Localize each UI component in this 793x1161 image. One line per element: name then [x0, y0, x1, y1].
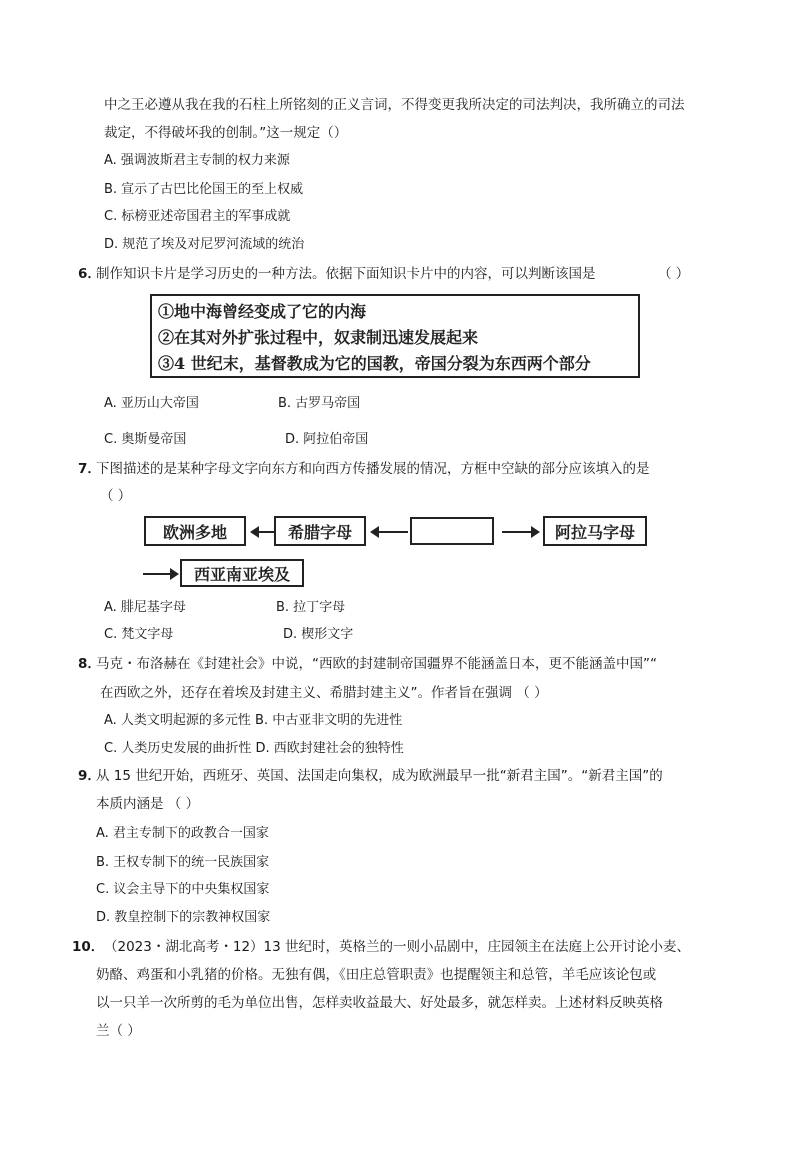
q6-option-c: C. 奥斯曼帝国	[104, 432, 187, 447]
q7-option-b: B. 拉丁字母	[276, 600, 346, 615]
q7-option-c: C. 梵文字母	[104, 627, 174, 642]
q9-option-d: D. 教皇控制下的宗教神权国家	[96, 910, 271, 925]
arrow-to-aramaic	[502, 531, 532, 533]
diagram-box-europe: 欧洲多地	[144, 516, 246, 546]
q9-stem-line2: 本质内涵是 （ ）	[96, 796, 200, 812]
q5-option-c: C. 标榜亚述帝国君主的军事成就	[104, 209, 291, 224]
q10-stem-line4: 兰（ ）	[96, 1023, 141, 1039]
arrow-to-europe	[258, 531, 274, 533]
q5-stem-line2: 裁定，不得破坏我的创制。”这一规定（）	[104, 125, 348, 141]
diagram-box-west-asia: 西亚南亚埃及	[180, 559, 304, 587]
arrow-to-west-asia	[143, 573, 171, 575]
q9-option-b: B. 王权专制下的统一民族国家	[96, 855, 270, 870]
q9-stem-line1: 从 15 世纪开始，西班牙、英国、法国走向集权，成为欧洲最早一批“新君主国”。“新君主国”的	[96, 768, 663, 784]
q10-stem-line1: （2023・湖北高考・12）13 世纪时，英格兰的一则小品剧中，庄园领主在法庭上公开讨论小麦、	[104, 939, 691, 955]
q7-stem-line2: （ ）	[100, 488, 132, 504]
q10-stem-line2: 奶酪、鸡蛋和小乳猪的价格。无独有偶，《田庄总管职责》也提醒领主和总管，羊毛应该论包或	[96, 967, 657, 983]
diagram-blank-box	[410, 517, 494, 545]
q5-option-a: A. 强调波斯君主专制的权力来源	[104, 153, 290, 168]
diagram-box-greek: 希腊字母	[274, 516, 366, 546]
q6-stem: 制作知识卡片是学习历史的一种方法。依据下面知识卡片中的内容，可以判断该国是	[96, 266, 596, 282]
q6-option-d: D. 阿拉伯帝国	[285, 432, 369, 447]
q9-option-c: C. 议会主导下的中央集权国家	[96, 882, 270, 897]
q6-option-a: A. 亚历山大帝国	[104, 396, 199, 411]
q8-options-cd: C. 人类历史发展的曲折性 D. 西欧封建社会的独特性	[104, 741, 404, 756]
q9-number: 9．	[78, 768, 101, 784]
arrow-to-greek	[378, 531, 408, 533]
q10-number: 10．	[72, 939, 105, 955]
q8-number: 8．	[78, 656, 101, 672]
q8-options-ab: A. 人类文明起源的多元性 B. 中古亚非文明的先进性	[104, 713, 403, 728]
diagram-box-aramaic: 阿拉马字母	[543, 516, 647, 546]
card-line-2: ②在其对外扩张过程中，奴隶制迅速发展起来	[158, 328, 479, 347]
card-line-1: ①地中海曾经变成了它的内海	[158, 302, 367, 321]
q6-answer-bracket: （ ）	[658, 266, 690, 282]
q7-stem-line1: 下图描述的是某种字母文字向东方和向西方传播发展的情况，方框中空缺的部分应该填入的是	[96, 461, 650, 477]
q6-option-b: B. 古罗马帝国	[278, 396, 361, 411]
q7-option-a: A. 腓尼基字母	[104, 600, 186, 615]
q5-option-d: D. 规范了埃及对尼罗河流域的统治	[104, 237, 305, 252]
q7-option-d: D. 楔形文字	[283, 627, 354, 642]
card-line-3: ③4 世纪末，基督教成为它的国教，帝国分裂为东西两个部分	[158, 354, 591, 373]
q6-number: 6．	[78, 266, 101, 282]
q9-option-a: A. 君主专制下的政教合一国家	[96, 826, 269, 841]
q10-stem-line3: 以一只羊一次所剪的毛为单位出售，怎样卖收益最大、好处最多，就怎样卖。上述材料反映英格	[96, 995, 663, 1011]
q8-stem-line1: 马克・布洛赫在《封建社会》中说，“西欧的封建制帝国疆界不能涵盖日本，更不能涵盖中国”“	[96, 656, 657, 672]
knowledge-card	[150, 294, 640, 378]
q8-stem-line2: 在西欧之外，还存在着埃及封建主义、希腊封建主义”。作者旨在强调 （ ）	[100, 685, 548, 701]
q5-stem-line1: 中之王必遵从我在我的石柱上所铭刻的正义言词，不得变更我所决定的司法判决，我所确立的司法	[104, 97, 685, 113]
q7-number: 7．	[78, 461, 101, 477]
q5-option-b: B. 宣示了古巴比伦国王的至上权威	[104, 182, 304, 197]
